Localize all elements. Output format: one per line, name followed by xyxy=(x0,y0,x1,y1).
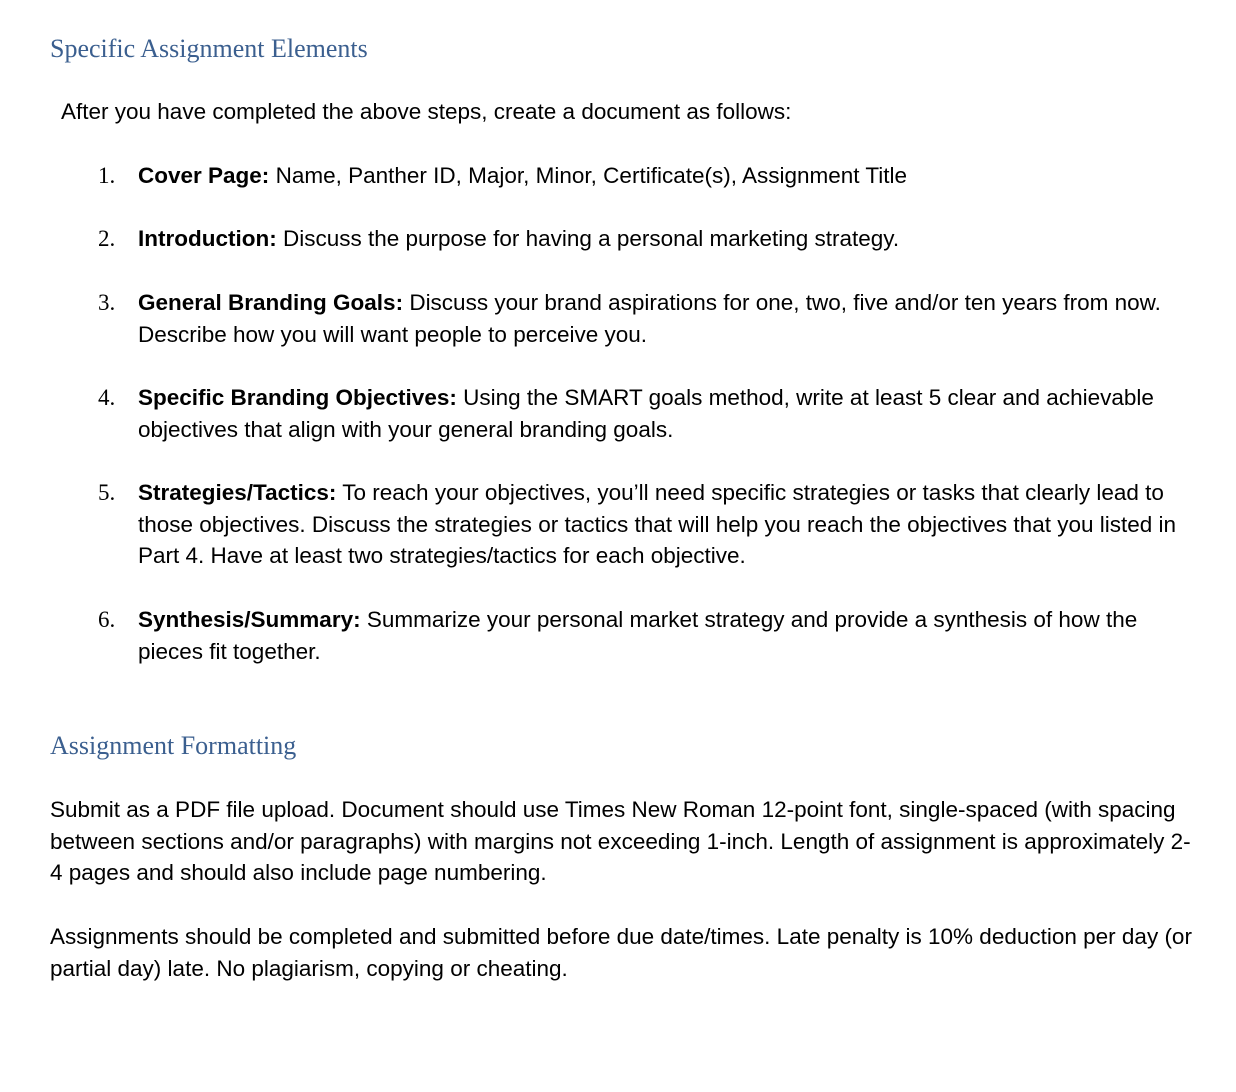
list-item-text: Summarize your personal market strategy and provide a synthesis of how the pieces fit together. xyxy=(138,607,1138,664)
list-item-title: Cover Page: xyxy=(138,163,270,188)
list-item-body xyxy=(138,160,1198,192)
list-item-text: Discuss the purpose for having a personal marketing strategy. xyxy=(276,226,900,251)
list-item-title: Specific Branding Objectives: xyxy=(138,385,457,410)
list-item-body xyxy=(138,287,1198,350)
list-item-text: Discuss your brand aspirations for one, two, five and/or ten years from now. Describe how you will want people to perceive you. xyxy=(138,290,1161,347)
list-item-title: General Branding Goals: xyxy=(138,290,404,315)
list-number: 4. xyxy=(98,385,116,410)
policy-paragraph: Assignments should be completed and submitted before due date/times. Late penalty is 10% deduction per day (or partial day) late. No plagiarism, copying or cheating. xyxy=(50,924,1192,981)
list-number: 2. xyxy=(98,226,116,251)
list-item-body xyxy=(138,477,1198,572)
list-number: 6. xyxy=(98,607,116,632)
list-number: 1. xyxy=(98,163,116,188)
list-item-title: Synthesis/Summary: xyxy=(138,607,361,632)
formatting-paragraph: Submit as a PDF file upload. Document should use Times New Roman 12-point font, single-spaced (with spacing between sections and/or paragraphs) with margins not exceeding 1-inch. Length of assignment is approximately 2-4 pages and should also include page numbering. xyxy=(50,797,1191,885)
list-item-title: Introduction: xyxy=(138,226,277,251)
list-number: 5. xyxy=(98,480,116,505)
list-number: 3. xyxy=(98,290,116,315)
intro-text: After you have completed the above steps, create a document as follows: xyxy=(61,99,792,124)
list-item-body xyxy=(138,604,1198,667)
section-heading-formatting: Assignment Formatting xyxy=(50,731,297,760)
list-item-text: Name, Panther ID, Major, Minor, Certificate(s), Assignment Title xyxy=(269,163,908,188)
section-heading-elements: Specific Assignment Elements xyxy=(50,34,368,63)
list-item-title: Strategies/Tactics: xyxy=(138,480,337,505)
list-item-body xyxy=(138,382,1198,445)
list-item-body xyxy=(138,223,1198,255)
list-item-text: Using the SMART goals method, write at least 5 clear and achievable objectives that align with your general branding goals. xyxy=(138,385,1154,442)
list-item-text: To reach your objectives, you’ll need specific strategies or tasks that clearly lead to those objectives. Discuss the strategies or tactics that will help you reach the objectives that you listed in Part 4. Have at least two strategies/tactics for each objective. xyxy=(138,480,1177,568)
